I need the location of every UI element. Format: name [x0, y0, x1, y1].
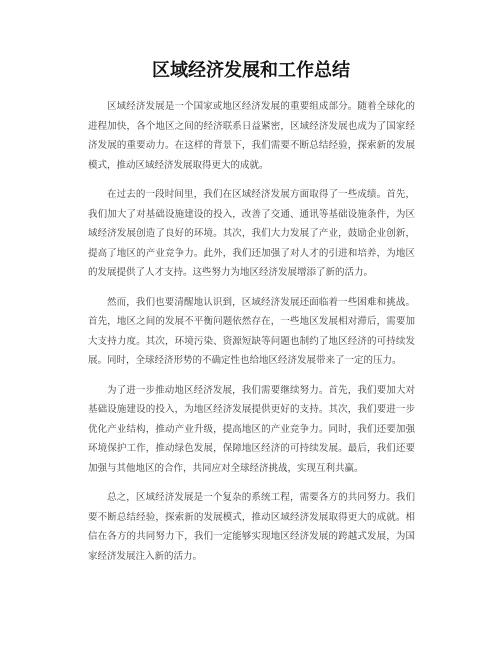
paragraph-2: 在过去的一段时间里，我们在区域经济发展方面取得了一些成绩。首先，我们加大了对基础设施建设的投入，改善了交通、通讯等基础设施条件，为区域经济发展创造了良好的环境。其次，我们大力发展了产业，鼓励企业创新，提高了地区的产业竞争力。此外，我们还加强了对人才的引进和培养，为地区的发展提供了人才支持。这些努力为地区经济发展增添了新的活力。 [88, 189, 415, 278]
paragraph-4: 为了进一步推动地区经济发展，我们需要继续努力。首先，我们要加大对基础设施建设的投入，为地区经济发展提供更好的支持。其次，我们要进一步优化产业结构，推动产业升级，提高地区的产业竞争力。同时，我们还要加强环境保护工作，推动绿色发展，保障地区经济的可持续发展。最后，我们还要加强与其他地区的合作，共同应对全球经济挑战，实现互利共赢。 [88, 384, 415, 474]
document-body [88, 97, 415, 576]
document-title: 区域经济发展和工作总结 [152, 60, 350, 81]
paragraph-5: 总之，区域经济发展是一个复杂的系统工程，需要各方的共同努力。我们要不断总结经验，探索新的发展模式，推动区域经济发展取得更大的成就。相信在各方的共同努力下，我们一定能够实现地区经济发展的跨越式发展，为国家经济发展注入新的活力。 [88, 492, 415, 562]
paragraph-3: 然而，我们也要清醒地认识到，区域经济发展还面临着一些困难和挑战。首先，地区之间的发展不平衡问题依然存在，一些地区发展相对滞后，需要加大支持力度。其次，环境污染、资源短缺等问题也制约了地区经济的可持续发展。同时，全球经济形势的不确定性也给地区经济发展带来了一定的压力。 [88, 296, 415, 366]
paragraph-1: 区域经济发展是一个国家或地区经济发展的重要组成部分。随着全球化的进程加快，各个地区之间的经济联系日益紧密，区域经济发展也成为了国家经济发展的重要动力。在这样的背景下，我们需要不断总结经验，探索新的发展模式，推动区域经济发展取得更大的成就。 [88, 101, 415, 171]
